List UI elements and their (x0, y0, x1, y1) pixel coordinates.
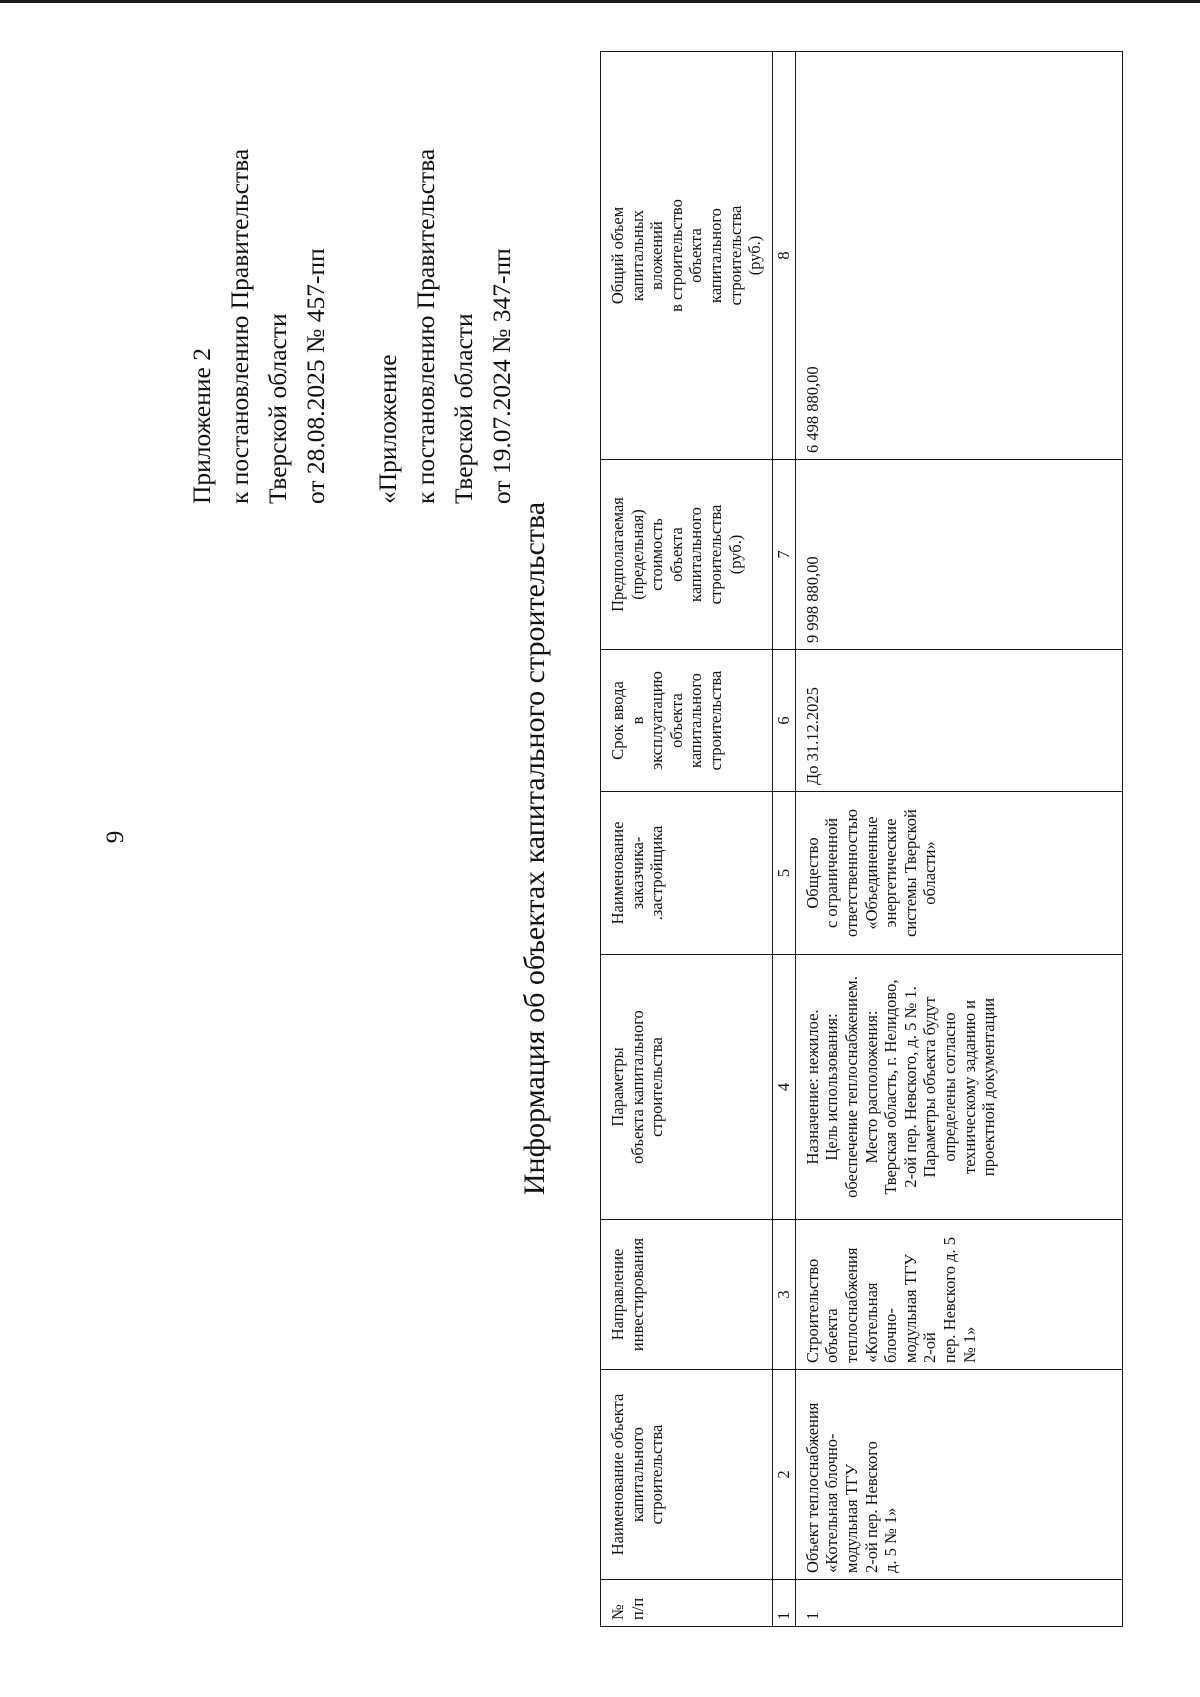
previous-approval-line: «Приложение (373, 354, 402, 504)
approval-block (183, 4, 521, 504)
header-cell-object-name: Наименование объекта капитального строительства (601, 1370, 773, 1580)
column-number: 7 (772, 460, 795, 650)
approval-line: Приложение 2 (187, 348, 216, 504)
header-cell-total-investment: Общий объем капитальных вложений в строительство объекта капитального строительства (руб.) (601, 52, 773, 460)
column-number: 5 (772, 792, 795, 955)
row-number: 1 (795, 1580, 1122, 1627)
capital-objects-table (600, 51, 1123, 1627)
header-cell-commission-date: Срок ввода в эксплуатацию объекта капитального строительства (601, 650, 773, 792)
document-title: Информация об объектах капитального строительства (518, 501, 551, 1196)
header-cell-customer: Наименование заказчика- .застройщика (601, 792, 773, 955)
approval-line: к постановлению Правительства (225, 148, 254, 504)
total-investment-cell: 6 498 880,00 (795, 52, 1122, 460)
parameters-cell: Назначение: нежилое. Цель использования: обеспечение теплоснабжением. Место расположения: Тверская область, г. Нелидово, 2-ой пер. Невского, д. 5 № 1. Параметры объекта будут определены согласно техническому заданию и проектной документации (795, 955, 1122, 1220)
column-number: 8 (772, 52, 795, 460)
customer-cell: Общество с ограниченной ответственностью «Объединенные энергетические системы Тверской области» (795, 792, 1122, 955)
column-number: 3 (772, 1220, 795, 1370)
header-cell-direction: Направление инвестирования (601, 1220, 773, 1370)
column-number: 2 (772, 1370, 795, 1580)
approval-gap (335, 4, 369, 504)
previous-approval-line: к постановлению Правительства (411, 148, 440, 504)
approval-line: от 28.08.2025 № 457-пп (301, 248, 330, 504)
column-number-row (772, 52, 795, 1627)
column-number: 6 (772, 650, 795, 792)
table-row (795, 52, 1122, 1627)
approval-line: Тверской области (263, 313, 292, 504)
header-cell-number: № п/п (601, 1580, 773, 1627)
header-row (601, 52, 773, 1627)
commission-date-cell: До 31.12.2025 (795, 650, 1122, 792)
direction-cell: Строительство объекта теплоснабжения «Котельная блочно- модульная ТГУ 2-ой пер. Невского д. 5 № 1» (795, 1220, 1122, 1370)
object-name-cell: Объект теплоснабжения «Котельная блочно- модульная ТГУ 2-ой пер. Невского д. 5 № 1» (795, 1370, 1122, 1580)
page-number: 9 (102, 830, 129, 844)
column-number: 1 (772, 1580, 795, 1627)
estimated-cost-cell: 9 998 880,00 (795, 460, 1122, 650)
header-cell-estimated-cost: Предполагаемая (предельная) стоимость объекта капитального строительства (руб.) (601, 460, 773, 650)
previous-approval-line: от 19.07.2024 № 347-пп (487, 248, 516, 504)
previous-approval-line: Тверской области (449, 313, 478, 504)
column-number: 4 (772, 955, 795, 1220)
header-cell-parameters: Параметры объекта капитального строительства (601, 955, 773, 1220)
